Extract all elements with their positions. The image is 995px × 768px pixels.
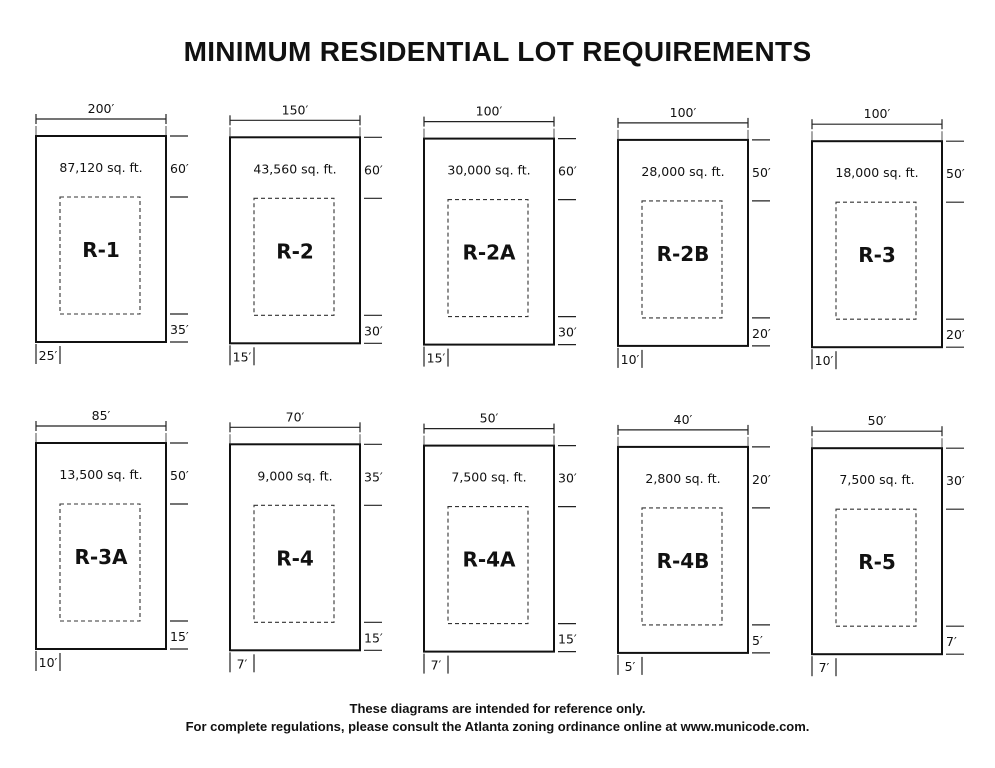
lot-diagram-r5 — [812, 413, 965, 676]
lot-diagram-r3a — [36, 408, 189, 671]
lot-diagram-r3 — [812, 106, 965, 369]
front-setback-label: 60′ — [558, 163, 577, 179]
rear-setback-label: 15′ — [558, 631, 577, 647]
rear-setback-label: 15′ — [364, 630, 383, 646]
side-setback-label: 7′ — [430, 657, 442, 673]
lot-width-label: 100′ — [863, 106, 891, 122]
lot-width-label: 100′ — [475, 103, 503, 119]
side-setback-label: 5′ — [624, 658, 636, 674]
lot-width-label: 150′ — [281, 102, 309, 118]
rear-setback-label: 20′ — [752, 325, 771, 341]
front-setback-label: 20′ — [752, 471, 771, 487]
zone-label: R-5 — [858, 550, 896, 575]
zone-label: R-3 — [858, 243, 896, 268]
rear-setback-label: 7′ — [946, 634, 957, 650]
lot-width-label: 85′ — [91, 408, 111, 423]
rear-setback-label: 5′ — [752, 632, 763, 648]
rear-setback-label: 30′ — [558, 324, 577, 340]
side-setback-label: 7′ — [236, 656, 248, 672]
footer-note — [0, 700, 995, 736]
page-title: MINIMUM RESIDENTIAL LOT REQUIREMENTS — [183, 36, 812, 67]
lot-width-label: 70′ — [285, 409, 305, 425]
front-setback-label: 30′ — [946, 473, 965, 489]
front-setback-label: 50′ — [752, 164, 771, 180]
lot-width-label: 100′ — [669, 104, 697, 120]
zone-label: R-4A — [462, 547, 516, 572]
side-setback-label: 10′ — [620, 351, 640, 367]
lot-area-label: 43,560 sq. ft. — [253, 161, 337, 177]
lot-diagram-r2 — [230, 102, 383, 365]
lot-diagram-r4 — [230, 409, 383, 672]
rear-setback-label: 15′ — [170, 629, 189, 644]
footer-reference: For complete regulations, please consult the Atlanta zoning ordinance online at www.municode.com. — [185, 719, 810, 734]
lot-area-label: 18,000 sq. ft. — [835, 165, 919, 181]
lot-diagram-r4b — [618, 412, 771, 675]
lot-area-label: 87,120 sq. ft. — [59, 160, 143, 175]
front-setback-label: 50′ — [946, 166, 965, 182]
front-setback-label: 35′ — [364, 469, 383, 485]
front-setback-label: 30′ — [558, 470, 577, 486]
side-setback-label: 15′ — [232, 349, 252, 365]
lot-area-label: 7,500 sq. ft. — [451, 469, 527, 485]
lot-diagram-r1 — [36, 101, 189, 364]
lot-diagram-r2b — [618, 105, 771, 368]
side-setback-label: 7′ — [818, 660, 830, 676]
lot-area-label: 30,000 sq. ft. — [447, 162, 531, 178]
rear-setback-label: 30′ — [364, 323, 383, 339]
lot-width-label: 40′ — [673, 411, 693, 427]
lot-area-label: 13,500 sq. ft. — [59, 467, 143, 482]
footer-disclaimer: These diagrams are intended for reference only. — [349, 701, 646, 716]
lot-area-label: 28,000 sq. ft. — [641, 163, 725, 179]
side-setback-label: 10′ — [38, 655, 58, 670]
zone-label: R-1 — [82, 238, 120, 262]
zone-label: R-4B — [656, 548, 710, 573]
lot-width-label: 200′ — [87, 101, 115, 116]
side-setback-label: 25′ — [38, 348, 58, 363]
side-setback-label: 10′ — [814, 353, 834, 369]
lot-area-label: 7,500 sq. ft. — [839, 472, 915, 488]
lot-width-label: 50′ — [867, 413, 887, 429]
lot-width-label: 50′ — [479, 410, 499, 426]
front-setback-label: 60′ — [364, 162, 383, 178]
rear-setback-label: 20′ — [946, 327, 965, 343]
lot-area-label: 9,000 sq. ft. — [257, 468, 333, 484]
lot-diagram-r4a — [424, 411, 577, 674]
lot-area-label: 2,800 sq. ft. — [645, 470, 721, 486]
zone-label: R-4 — [276, 546, 314, 571]
front-setback-label: 60′ — [170, 161, 189, 176]
rear-setback-label: 35′ — [170, 322, 189, 337]
zone-label: R-2B — [656, 241, 710, 266]
front-setback-label: 50′ — [170, 468, 189, 483]
side-setback-label: 15′ — [426, 350, 446, 366]
zone-label: R-3A — [74, 545, 128, 569]
lot-diagram-r2a — [424, 104, 577, 367]
zone-label: R-2A — [462, 240, 516, 265]
zone-label: R-2 — [276, 239, 314, 264]
